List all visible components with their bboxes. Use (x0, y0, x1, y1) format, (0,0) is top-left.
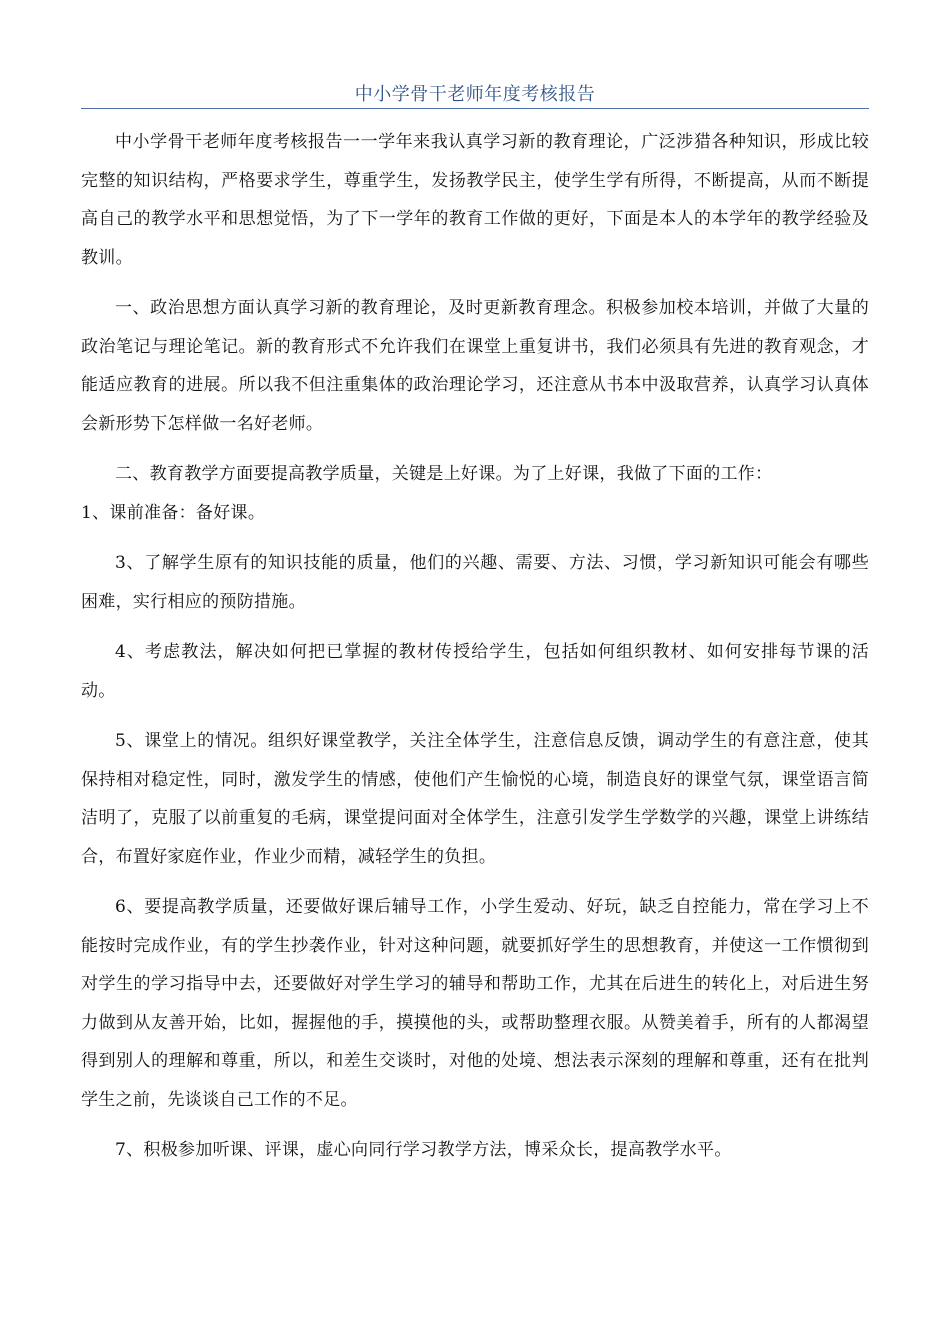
paragraph-teaching: 二、教育教学方面要提高教学质量，关键是上好课。为了上好课，我做了下面的工作： (115, 464, 773, 484)
paragraph-item-6: 6、要提高教学质量，还要做好课后辅导工作，小学生爱动、好玩，缺乏自控能力，常在学习上不能按时完成作业，有的学生抄袭作业，针对这种问题，就要抓好学生的思想教育，并使这一工作惯彻到对学生的学习指导中去，还要做好对学生学习的辅导和帮助工作，尤其在后进生的转化上，对后进生努力做到从友善开始，比如，握握他的手，摸摸他的头，或帮助整理衣服。从赞美着手，所有的人都渴望得到别人的理解和尊重，所以，和差生交谈时，对他的处境、想法表示深刻的理解和尊重，还有在批判学生之前，先谈谈自己工作的不足。 (81, 897, 869, 1110)
paragraph-item-5: 5、课堂上的情况。组织好课堂教学，关注全体学生，注意信息反馈，调动学生的有意注意，使其保持相对稳定性，同时，激发学生的情感，使他们产生愉悦的心境，制造良好的课堂气氛，课堂语言简洁明了，克服了以前重复的毛病，课堂提问面对全体学生，注意引发学生学数学的兴趣，课堂上讲练结合，布置好家庭作业，作业少而精，减轻学生的负担。 (81, 731, 869, 867)
paragraph-item-7: 7、积极参加听课、评课，虚心向同行学习教学方法，博采众长，提高教学水平。 (115, 1140, 732, 1160)
paragraph-item-3: 3、了解学生原有的知识技能的质量，他们的兴趣、需要、方法、习惯，学习新知识可能会有哪些困难，实行相应的预防措施。 (81, 553, 869, 612)
paragraph-item-1: 1、课前准备：备好课。 (81, 502, 266, 523)
document-title: 中小学骨干老师年度考核报告 (354, 84, 596, 105)
paragraph-political: 一、政治思想方面认真学习新的教育理论，及时更新教育理念。积极参加校本培训，并做了大量的政治笔记与理论笔记。新的教育形式不允许我们在课堂上重复讲书，我们必须具有先进的教育观念，才能适应教育的进展。所以我不但注重集体的政治理论学习，还注意从书本中汲取营养，认真学习认真体会新形势下怎样做一名好老师。 (81, 298, 869, 434)
title-underline (81, 108, 869, 109)
document-body (81, 123, 869, 1170)
paragraph-item-4: 4、考虑教法，解决如何把已掌握的教材传授给学生，包括如何组织教材、如何安排每节课的活动。 (81, 642, 869, 701)
paragraph-intro: 中小学骨干老师年度考核报告一一学年来我认真学习新的教育理论，广泛涉猎各种知识，形成比较完整的知识结构，严格要求学生，尊重学生，发扬教学民主，使学生学有所得，不断提高，从而不断提高自己的教学水平和思想觉悟，为了下一学年的教育工作做的更好，下面是本人的本学年的教学经验及教训。 (81, 132, 869, 268)
